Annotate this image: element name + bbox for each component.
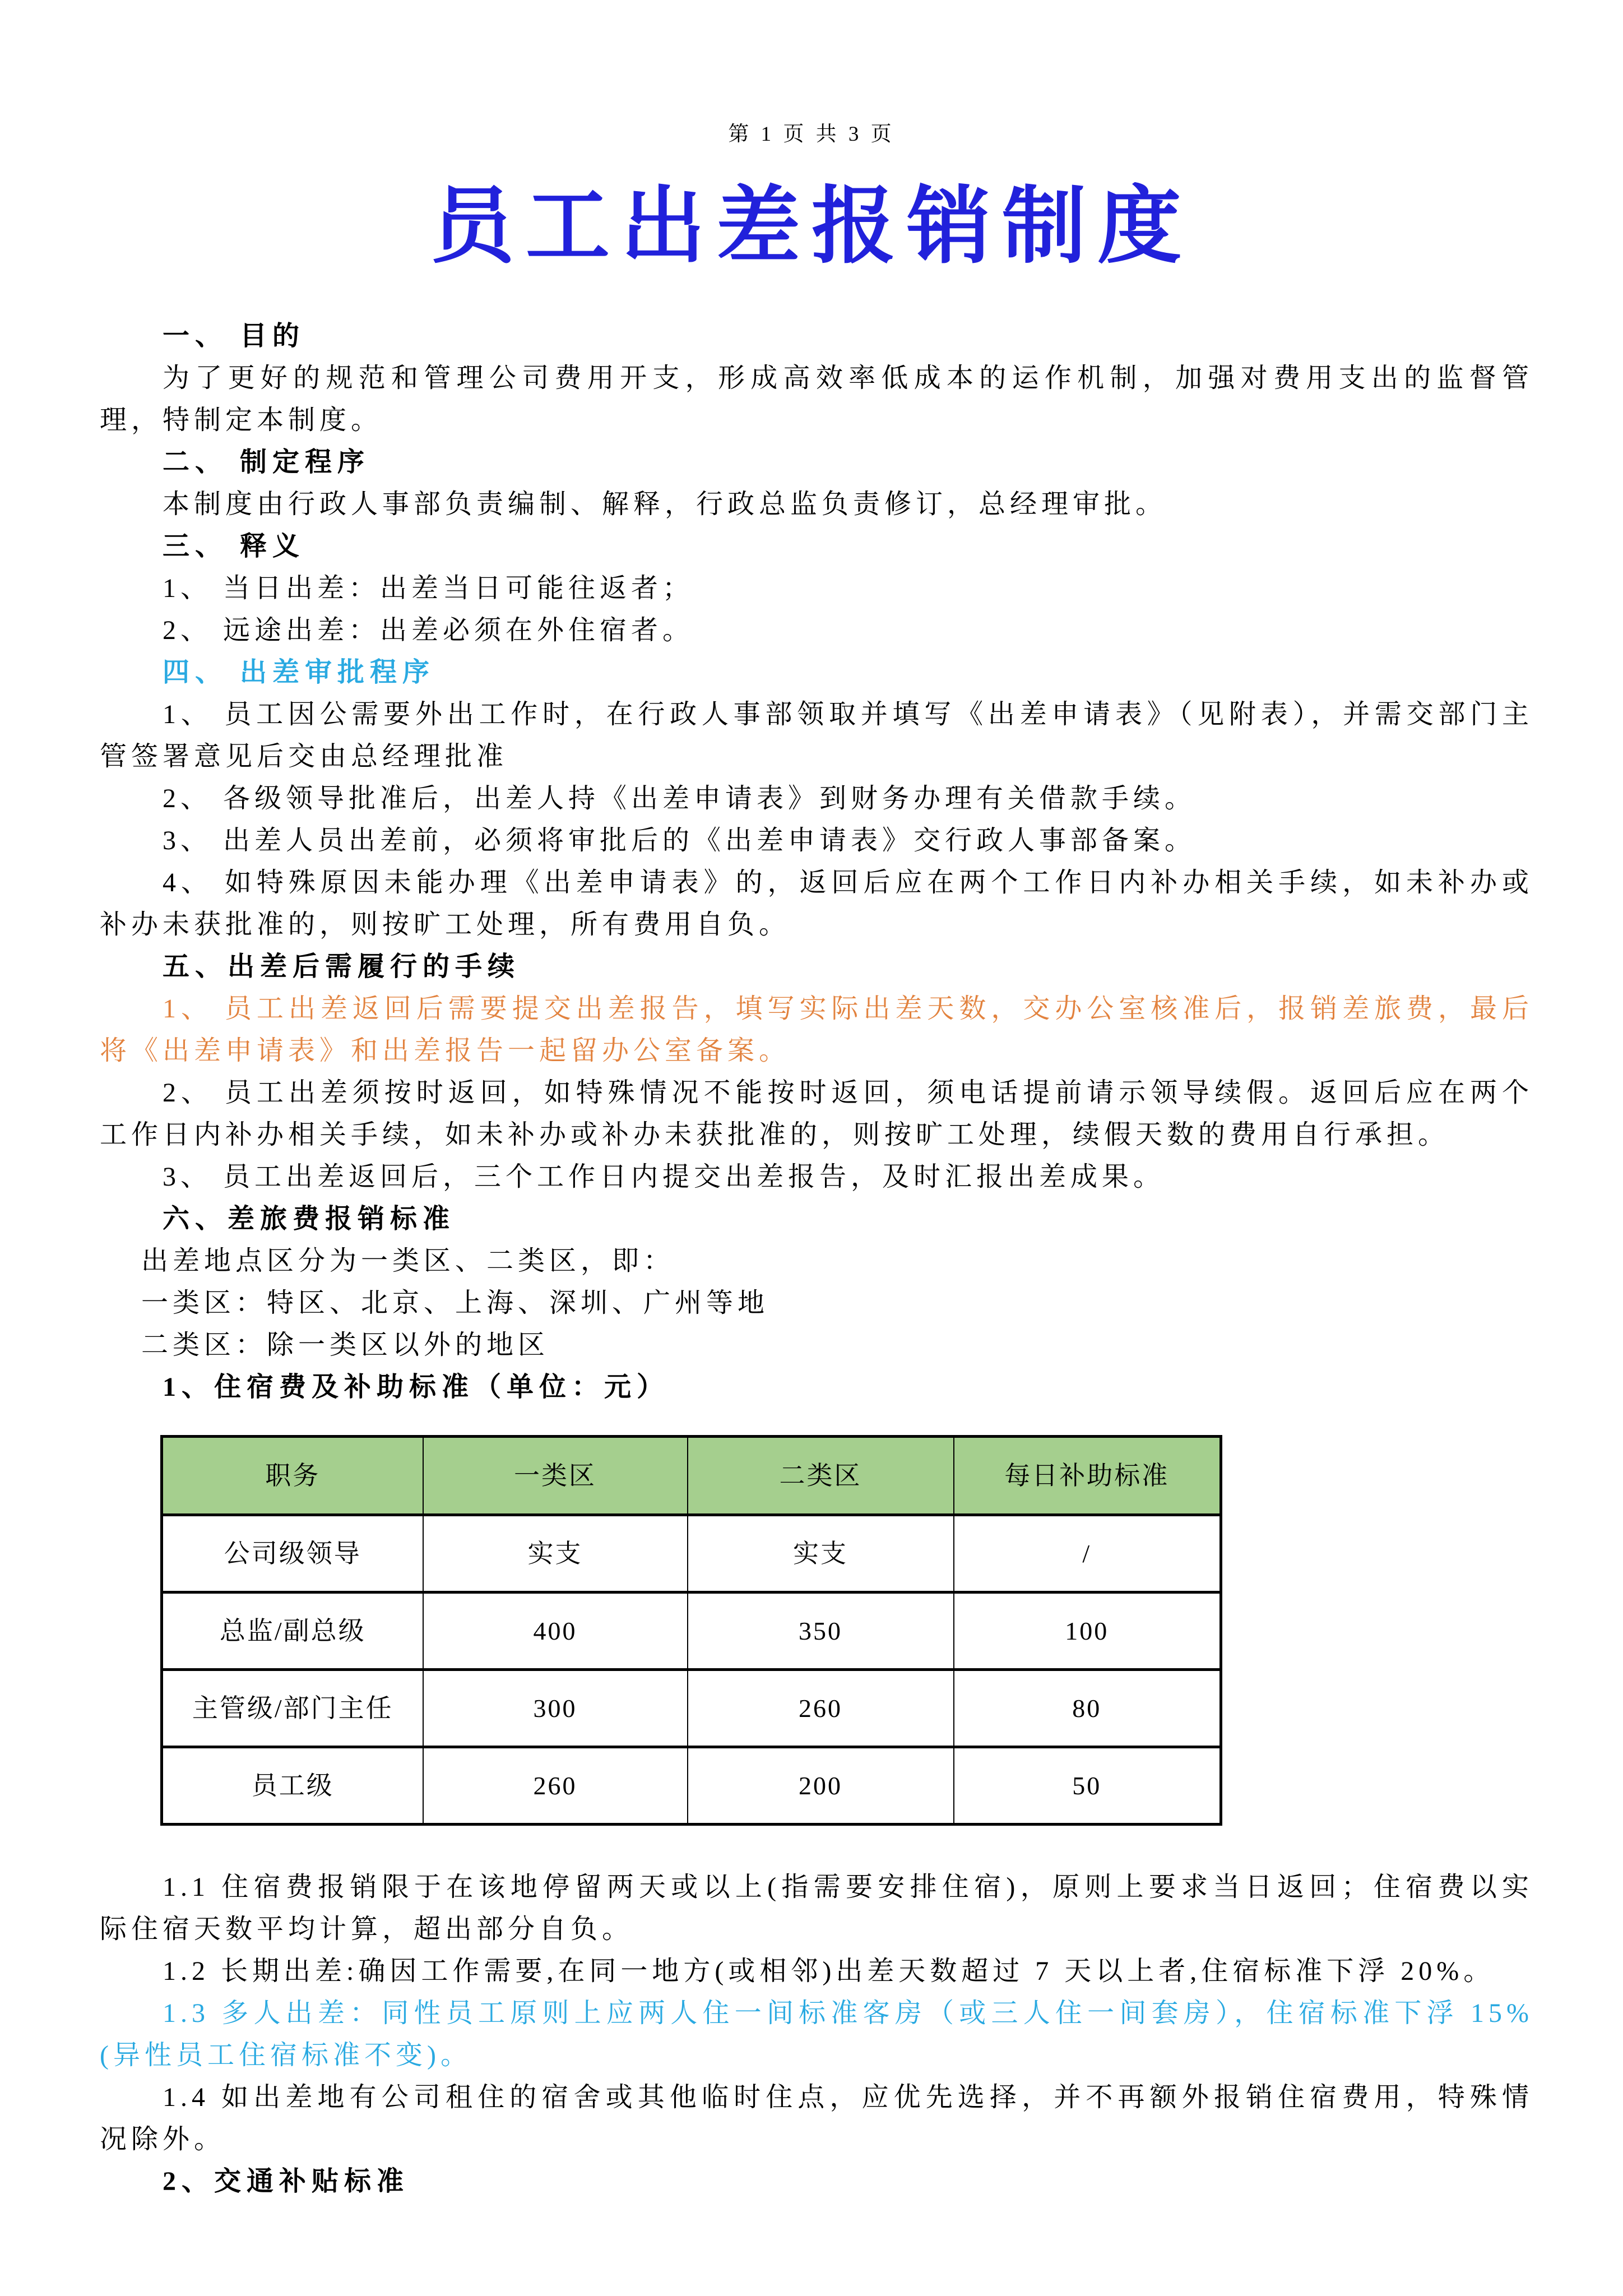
table-row [162,1593,1221,1670]
list-item: 2、 各级领导批准后，出差人持《出差申请表》到财务办理有关借款手续。 [163,784,1197,813]
subsection-heading-lodging-standard: 1、住宿费及补助标准（单位：元） [163,1372,670,1402]
document-title: 员工出差报销制度 [430,180,1193,274]
table-cell: 400 [423,1593,688,1670]
table-cell: 公司级领导 [162,1515,423,1593]
table-cell: 实支 [423,1515,688,1593]
subsection-heading-transport-subsidy: 2、交通补贴标准 [163,2167,410,2196]
table-row [162,1747,1221,1825]
paragraph: 一类区：特区、北京、上海、深圳、广州等地 [141,1288,769,1318]
table-cell: 350 [688,1593,954,1670]
paragraph: 二类区：除一类区以外的地区 [141,1330,550,1360]
list-item: 1.2 长期出差:确因工作需要,在同一地方(或相邻)出差天数超过 7 天以上者,住宿标准下浮 20%。 [163,1956,1495,1986]
section-heading-reimbursement-standard: 六、差旅费报销标准 [163,1204,456,1234]
list-item: 2、 远途出差：出差必须在外住宿者。 [163,615,694,645]
list-item: 3、 出差人员出差前，必须将审批后的《出差申请表》交行政人事部备案。 [163,826,1197,855]
table-cell: 80 [954,1670,1221,1747]
table-cell: 总监/副总级 [162,1593,423,1670]
paragraph: 本制度由行政人事部负责编制、解释，行政总监负责修订，总经理审批。 [163,489,1167,519]
section-heading-post-trip: 五、出差后需履行的手续 [163,952,521,982]
paragraph: 出差地点区分为一类区、二类区，即： [141,1246,675,1276]
table-header-daily-allowance: 每日补助标准 [954,1437,1221,1515]
table-cell: 50 [954,1747,1221,1825]
list-item: 2、 员工出差须按时返回，如特殊情况不能按时返回，须电话提前请示领导续假。返回后应在两个工作日内补办相关手续，如未补办或补办未获批准的，则按旷工处理，续假天数的费用自行承担。 [100,1078,1533,1150]
table-cell: 实支 [688,1515,954,1593]
list-item-highlighted: 1、 员工出差返回后需要提交出差报告，填写实际出差天数，交办公室核准后，报销差旅费，最后将《出差申请表》和出差报告一起留办公室备案。 [100,994,1533,1066]
table-header-row [162,1437,1221,1515]
page-number: 第 1 页 共 3 页 [728,123,895,146]
document-body [100,315,1533,2202]
section-heading-approval-process: 四、 出差审批程序 [163,658,435,687]
table-cell: 260 [423,1747,688,1825]
table-cell: 200 [688,1747,954,1825]
table-cell: 主管级/部门主任 [162,1670,423,1747]
list-item: 1、 当日出差：出差当日可能往返者； [163,573,694,603]
table-header-zone2: 二类区 [688,1437,954,1515]
section-heading-purpose: 一、 目的 [163,321,305,351]
list-item: 1.1 住宿费报销限于在该地停留两天或以上(指需要安排住宿)，原则上要求当日返回；住宿费以实际住宿天数平均计算，超出部分自负。 [100,1872,1533,1944]
list-item-highlighted: 1.3 多人出差：同性员工原则上应两人住一间标准客房（或三人住一间套房），住宿标准下浮 15%(异性员工住宿标准不变)。 [100,1998,1533,2070]
table-header-zone1: 一类区 [423,1437,688,1515]
table-row [162,1515,1221,1593]
table-cell: / [954,1515,1221,1593]
list-item: 1、 员工因公需要外出工作时，在行政人事部领取并填写《出差申请表》（见附表），并需交部门主管签署意见后交由总经理批准 [100,700,1533,771]
allowance-table [160,1435,1222,1826]
table-header-position: 职务 [162,1437,423,1515]
table-cell: 100 [954,1593,1221,1670]
paragraph: 为了更好的规范和管理公司费用开支，形成高效率低成本的运作机制，加强对费用支出的监督管理，特制定本制度。 [100,363,1533,435]
section-heading-definitions: 三、 释义 [163,531,305,561]
list-item: 1.4 如出差地有公司租住的宿舍或其他临时住点，应优先选择，并不再额外报销住宿费用，特殊情况除外。 [100,2082,1533,2154]
table-row [162,1670,1221,1747]
list-item: 4、 如特殊原因未能办理《出差申请表》的，返回后应在两个工作日内补办相关手续，如未补办或补办未获批准的，则按旷工处理，所有费用自负。 [100,868,1533,939]
section-heading-procedure: 二、 制定程序 [163,447,370,477]
table-cell: 员工级 [162,1747,423,1825]
table-cell: 260 [688,1670,954,1747]
allowance-table-wrapper [160,1435,1533,1826]
list-item: 3、 员工出差返回后，三个工作日内提交出差报告，及时汇报出差成果。 [163,1162,1165,1192]
table-cell: 300 [423,1670,688,1747]
